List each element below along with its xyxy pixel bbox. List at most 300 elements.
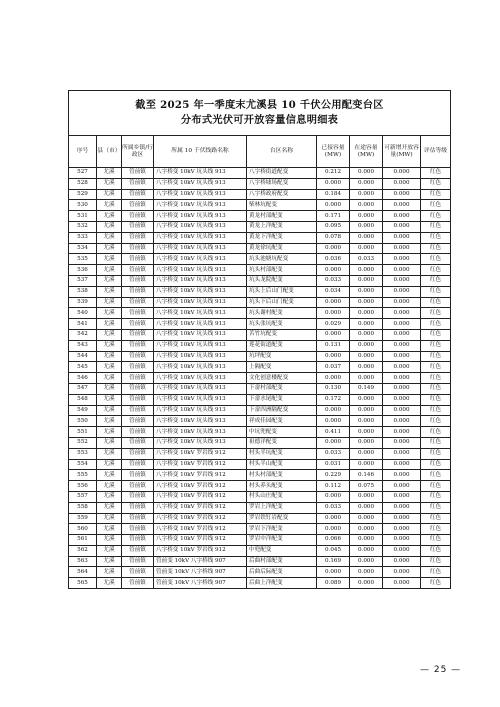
header-area: 台区名称: [247, 136, 317, 168]
table-row: [69, 459, 451, 470]
cell-grade: 红色: [421, 232, 451, 243]
cell-line: 八字桥变 10kV 坑头线 913: [154, 308, 247, 319]
cell-seq: 552: [69, 437, 97, 448]
cell-openable: 0.000: [383, 373, 421, 384]
table-body: [69, 168, 451, 589]
cell-area: 黄龙村部配变: [247, 211, 317, 222]
cell-grade: 红色: [421, 535, 451, 546]
cell-line: 八字桥变 10kV 坑头线 913: [154, 329, 247, 340]
cell-town: 管前镇: [122, 200, 154, 211]
cell-pending: 0.000: [350, 373, 383, 384]
cell-town: 管前镇: [122, 383, 154, 394]
cell-openable: 0.000: [383, 232, 421, 243]
cell-line: 八字桥变 10kV 坑头线 913: [154, 383, 247, 394]
cell-area: 村头半山配变: [247, 459, 317, 470]
cell-grade: 红色: [421, 470, 451, 481]
table-row: [69, 319, 451, 330]
cell-pending: 0.000: [350, 502, 383, 513]
cell-county: 尤溪: [97, 448, 122, 459]
cell-seq: 564: [69, 567, 97, 578]
table-row: [69, 524, 451, 535]
detail-sheet: [68, 90, 450, 589]
cell-line: 八字桥变 10kV 坑头线 913: [154, 168, 247, 179]
cell-area: 中兜配变: [247, 545, 317, 556]
cell-grade: 红色: [421, 578, 451, 589]
cell-line: 八字桥变 10kV 坑头线 913: [154, 297, 247, 308]
cell-line: 八字桥变 10kV 坑头线 913: [154, 362, 247, 373]
cell-connected: 0.036: [317, 254, 350, 265]
cell-town: 管前镇: [122, 491, 154, 502]
cell-county: 尤溪: [97, 502, 122, 513]
cell-county: 尤溪: [97, 189, 122, 200]
cell-line: 八字桥变 10kV 坑头线 913: [154, 265, 247, 276]
cell-town: 管前镇: [122, 351, 154, 362]
cell-openable: 0.000: [383, 286, 421, 297]
cell-seq: 539: [69, 297, 97, 308]
cell-town: 管前镇: [122, 308, 154, 319]
cell-town: 管前镇: [122, 189, 154, 200]
cell-line: 八字桥变 10kV 坑头线 913: [154, 416, 247, 427]
cell-county: 尤溪: [97, 373, 122, 384]
cell-connected: 0.000: [317, 329, 350, 340]
cell-pending: 0.000: [350, 491, 383, 502]
cell-line: 八字桥变 10kV 罗岩线 912: [154, 502, 247, 513]
cell-seq: 533: [69, 232, 97, 243]
cell-seq: 537: [69, 275, 97, 286]
cell-grade: 红色: [421, 189, 451, 200]
cell-seq: 534: [69, 243, 97, 254]
table-row: [69, 470, 451, 481]
cell-seq: 549: [69, 405, 97, 416]
cell-county: 尤溪: [97, 405, 122, 416]
header-line: 所属 10 千伏线路名称: [154, 136, 247, 168]
cell-line: 八字桥变 10kV 坑头线 913: [154, 275, 247, 286]
cell-connected: 0.000: [317, 373, 350, 384]
header-connected: 已接容量(MW): [317, 136, 350, 168]
cell-openable: 0.000: [383, 394, 421, 405]
cell-connected: 0.000: [317, 513, 350, 524]
cell-pending: 0.000: [350, 168, 383, 179]
cell-pending: 0.033: [350, 254, 383, 265]
cell-town: 管前镇: [122, 502, 154, 513]
cell-grade: 红色: [421, 383, 451, 394]
cell-county: 尤溪: [97, 383, 122, 394]
cell-seq: 545: [69, 362, 97, 373]
cell-connected: 0.130: [317, 383, 350, 394]
cell-town: 管前镇: [122, 437, 154, 448]
cell-pending: 0.000: [350, 567, 383, 578]
cell-line: 管前变 10kV 八字桥线 907: [154, 567, 247, 578]
cell-seq: 542: [69, 329, 97, 340]
cell-connected: 0.000: [317, 243, 350, 254]
table-row: [69, 481, 451, 492]
cell-openable: 0.000: [383, 524, 421, 535]
cell-area: 罗岩铁钉岩配变: [247, 513, 317, 524]
cell-county: 尤溪: [97, 200, 122, 211]
cell-county: 尤溪: [97, 491, 122, 502]
cell-area: 后曲后际配变: [247, 567, 317, 578]
cell-line: 八字桥变 10kV 坑头线 913: [154, 178, 247, 189]
table-row: [69, 502, 451, 513]
cell-openable: 0.000: [383, 416, 421, 427]
cell-area: 下畲村部配变: [247, 383, 317, 394]
cell-connected: 0.089: [317, 578, 350, 589]
cell-grade: 红色: [421, 394, 451, 405]
cell-county: 尤溪: [97, 513, 122, 524]
cell-area: 祥成佳园配变: [247, 416, 317, 427]
cell-seq: 554: [69, 459, 97, 470]
table-row: [69, 189, 451, 200]
header-seq: 序号: [69, 136, 97, 168]
cell-area: 黄龙下洋配变: [247, 232, 317, 243]
cell-openable: 0.000: [383, 491, 421, 502]
cell-area: 八字桥墟场配变: [247, 178, 317, 189]
cell-seq: 529: [69, 189, 97, 200]
cell-pending: 0.000: [350, 405, 383, 416]
cell-pending: 0.000: [350, 275, 383, 286]
cell-area: 下畲水尾配变: [247, 394, 317, 405]
cell-connected: 0.000: [317, 200, 350, 211]
cell-area: 罗岩中洋配变: [247, 535, 317, 546]
header-openable: 可新增开放容量(MW): [383, 136, 421, 168]
table-row: [69, 275, 451, 286]
cell-grade: 红色: [421, 178, 451, 189]
cell-connected: 0.066: [317, 535, 350, 546]
cell-line: 八字桥变 10kV 坑头线 913: [154, 427, 247, 438]
cell-line: 八字桥变 10kV 坑头线 913: [154, 319, 247, 330]
cell-pending: 0.000: [350, 308, 383, 319]
cell-county: 尤溪: [97, 535, 122, 546]
cell-area: 黄龙上洋配变: [247, 221, 317, 232]
cell-connected: 0.184: [317, 189, 350, 200]
cell-grade: 红色: [421, 275, 451, 286]
cell-pending: 0.075: [350, 481, 383, 492]
cell-seq: 563: [69, 556, 97, 567]
cell-town: 管前镇: [122, 524, 154, 535]
table-row: [69, 448, 451, 459]
cell-seq: 530: [69, 200, 97, 211]
cell-grade: 红色: [421, 362, 451, 373]
cell-town: 管前镇: [122, 394, 154, 405]
cell-pending: 0.000: [350, 351, 383, 362]
cell-openable: 0.000: [383, 459, 421, 470]
cell-seq: 551: [69, 427, 97, 438]
cell-grade: 红色: [421, 329, 451, 340]
cell-seq: 544: [69, 351, 97, 362]
cell-grade: 红色: [421, 340, 451, 351]
cell-line: 八字桥变 10kV 坑头线 913: [154, 394, 247, 405]
cell-town: 管前镇: [122, 545, 154, 556]
cell-seq: 561: [69, 535, 97, 546]
table-row: [69, 168, 451, 179]
cell-area: 村头山庄配变: [247, 491, 317, 502]
cell-grade: 红色: [421, 427, 451, 438]
cell-line: 八字桥变 10kV 罗岩线 912: [154, 448, 247, 459]
cell-openable: 0.000: [383, 567, 421, 578]
table-row: [69, 340, 451, 351]
cell-grade: 红色: [421, 545, 451, 556]
cell-county: 尤溪: [97, 265, 122, 276]
cell-connected: 0.037: [317, 362, 350, 373]
cell-seq: 536: [69, 265, 97, 276]
table-row: [69, 578, 451, 589]
cell-openable: 0.000: [383, 448, 421, 459]
table-row: [69, 567, 451, 578]
table-row: [69, 427, 451, 438]
cell-connected: 0.029: [317, 319, 350, 330]
cell-county: 尤溪: [97, 308, 122, 319]
cell-area: 罗岩下洋配变: [247, 524, 317, 535]
cell-openable: 0.000: [383, 362, 421, 373]
cell-town: 管前镇: [122, 362, 154, 373]
cell-openable: 0.000: [383, 178, 421, 189]
cell-grade: 红色: [421, 319, 451, 330]
cell-grade: 红色: [421, 567, 451, 578]
cell-county: 尤溪: [97, 545, 122, 556]
cell-connected: 0.212: [317, 168, 350, 179]
cell-connected: 0.000: [317, 491, 350, 502]
cell-area: 祖德洋配变: [247, 437, 317, 448]
cell-pending: 0.000: [350, 448, 383, 459]
cell-grade: 红色: [421, 351, 451, 362]
cell-pending: 0.000: [350, 319, 383, 330]
cell-grade: 红色: [421, 524, 451, 535]
cell-area: 八字桥街道配变: [247, 168, 317, 179]
cell-grade: 红色: [421, 448, 451, 459]
cell-town: 管前镇: [122, 265, 154, 276]
cell-area: 坑头村部配变: [247, 265, 317, 276]
cell-pending: 0.146: [350, 470, 383, 481]
cell-town: 管前镇: [122, 567, 154, 578]
cell-town: 管前镇: [122, 405, 154, 416]
cell-area: 村头村部配变: [247, 470, 317, 481]
cell-connected: 0.000: [317, 416, 350, 427]
cell-connected: 0.171: [317, 211, 350, 222]
cell-pending: 0.000: [350, 459, 383, 470]
table-row: [69, 232, 451, 243]
cell-grade: 红色: [421, 254, 451, 265]
cell-openable: 0.000: [383, 545, 421, 556]
cell-pending: 0.000: [350, 535, 383, 546]
cell-area: 中坑兜配变: [247, 427, 317, 438]
cell-county: 尤溪: [97, 211, 122, 222]
table-row: [69, 535, 451, 546]
header-row: [69, 136, 451, 168]
cell-grade: 红色: [421, 308, 451, 319]
cell-county: 尤溪: [97, 416, 122, 427]
cell-grade: 红色: [421, 265, 451, 276]
cell-grade: 红色: [421, 481, 451, 492]
table-row: [69, 491, 451, 502]
cell-seq: 560: [69, 524, 97, 535]
cell-town: 管前镇: [122, 448, 154, 459]
cell-county: 尤溪: [97, 340, 122, 351]
table-row: [69, 373, 451, 384]
cell-line: 八字桥变 10kV 坑头线 913: [154, 232, 247, 243]
cell-town: 管前镇: [122, 470, 154, 481]
cell-grade: 红色: [421, 405, 451, 416]
cell-openable: 0.000: [383, 502, 421, 513]
cell-connected: 0.000: [317, 297, 350, 308]
cell-county: 尤溪: [97, 578, 122, 589]
cell-connected: 0.000: [317, 178, 350, 189]
cell-town: 管前镇: [122, 221, 154, 232]
cell-town: 管前镇: [122, 416, 154, 427]
title-line-2: 分布式光伏可开放容量信息明细表: [180, 114, 339, 126]
cell-connected: 0.033: [317, 275, 350, 286]
cell-county: 尤溪: [97, 221, 122, 232]
cell-openable: 0.000: [383, 200, 421, 211]
cell-openable: 0.000: [383, 265, 421, 276]
cell-line: 八字桥变 10kV 坑头线 913: [154, 211, 247, 222]
cell-grade: 红色: [421, 491, 451, 502]
table-row: [69, 545, 451, 556]
cell-openable: 0.000: [383, 308, 421, 319]
cell-line: 八字桥变 10kV 罗岩线 912: [154, 481, 247, 492]
cell-line: 八字桥变 10kV 坑头线 913: [154, 405, 247, 416]
cell-seq: 532: [69, 221, 97, 232]
cell-openable: 0.000: [383, 254, 421, 265]
cell-county: 尤溪: [97, 459, 122, 470]
table-row: [69, 308, 451, 319]
cell-pending: 0.000: [350, 189, 383, 200]
cell-area: 下畲四洲隔配变: [247, 405, 317, 416]
cell-county: 尤溪: [97, 254, 122, 265]
cell-pending: 0.000: [350, 394, 383, 405]
cell-seq: 562: [69, 545, 97, 556]
header-pending: 在途容量(MW): [350, 136, 383, 168]
cell-county: 尤溪: [97, 329, 122, 340]
cell-area: 后曲村部配变: [247, 556, 317, 567]
cell-county: 尤溪: [97, 481, 122, 492]
cell-pending: 0.000: [350, 297, 383, 308]
cell-line: 八字桥变 10kV 坑头线 913: [154, 243, 247, 254]
table-row: [69, 297, 451, 308]
cell-grade: 红色: [421, 211, 451, 222]
cell-line: 八字桥变 10kV 罗岩线 912: [154, 535, 247, 546]
cell-connected: 0.000: [317, 308, 350, 319]
table-row: [69, 178, 451, 189]
cell-connected: 0.112: [317, 481, 350, 492]
cell-seq: 565: [69, 578, 97, 589]
table-row: [69, 362, 451, 373]
cell-pending: 0.000: [350, 578, 383, 589]
cell-connected: 0.000: [317, 405, 350, 416]
cell-connected: 0.411: [317, 427, 350, 438]
cell-area: 坑头谢村配变: [247, 308, 317, 319]
cell-seq: 528: [69, 178, 97, 189]
cell-town: 管前镇: [122, 319, 154, 330]
cell-connected: 0.000: [317, 265, 350, 276]
cell-connected: 0.000: [317, 567, 350, 578]
cell-line: 管前变 10kV 八字桥线 907: [154, 556, 247, 567]
cell-area: 文化创意楼配变: [247, 373, 317, 384]
cell-seq: 540: [69, 308, 97, 319]
cell-openable: 0.000: [383, 437, 421, 448]
cell-grade: 红色: [421, 556, 451, 567]
cell-town: 管前镇: [122, 168, 154, 179]
cell-connected: 0.031: [317, 459, 350, 470]
cell-line: 八字桥变 10kV 罗岩线 912: [154, 545, 247, 556]
cell-county: 尤溪: [97, 362, 122, 373]
cell-line: 八字桥变 10kV 罗岩线 912: [154, 470, 247, 481]
cell-pending: 0.149: [350, 383, 383, 394]
cell-town: 管前镇: [122, 211, 154, 222]
cell-pending: 0.000: [350, 178, 383, 189]
table-row: [69, 556, 451, 567]
cell-seq: 557: [69, 491, 97, 502]
cell-line: 八字桥变 10kV 罗岩线 912: [154, 524, 247, 535]
cell-pending: 0.000: [350, 513, 383, 524]
cell-area: 八字桥政府配变: [247, 189, 317, 200]
cell-town: 管前镇: [122, 481, 154, 492]
page-number: — 25 —: [420, 665, 462, 675]
cell-county: 尤溪: [97, 275, 122, 286]
cell-county: 尤溪: [97, 437, 122, 448]
cell-seq: 547: [69, 383, 97, 394]
cell-openable: 0.000: [383, 427, 421, 438]
cell-openable: 0.000: [383, 405, 421, 416]
cell-openable: 0.000: [383, 243, 421, 254]
cell-area: 坑头上后山门配变: [247, 286, 317, 297]
cell-openable: 0.000: [383, 297, 421, 308]
cell-area: 坑坪配变: [247, 351, 317, 362]
cell-area: 莲花街道配变: [247, 340, 317, 351]
cell-town: 管前镇: [122, 427, 154, 438]
cell-openable: 0.000: [383, 470, 421, 481]
cell-openable: 0.000: [383, 275, 421, 286]
cell-grade: 红色: [421, 168, 451, 179]
cell-county: 尤溪: [97, 351, 122, 362]
table-row: [69, 351, 451, 362]
cell-county: 尤溪: [97, 232, 122, 243]
cell-openable: 0.000: [383, 383, 421, 394]
cell-town: 管前镇: [122, 340, 154, 351]
cell-grade: 红色: [421, 200, 451, 211]
cell-connected: 0.095: [317, 221, 350, 232]
cell-seq: 543: [69, 340, 97, 351]
cell-county: 尤溪: [97, 319, 122, 330]
table-row: [69, 221, 451, 232]
cell-town: 管前镇: [122, 178, 154, 189]
cell-seq: 556: [69, 481, 97, 492]
cell-openable: 0.000: [383, 578, 421, 589]
cell-seq: 548: [69, 394, 97, 405]
cell-town: 管前镇: [122, 297, 154, 308]
cell-county: 尤溪: [97, 394, 122, 405]
table-row: [69, 286, 451, 297]
cell-pending: 0.000: [350, 232, 383, 243]
cell-connected: 0.169: [317, 556, 350, 567]
cell-grade: 红色: [421, 243, 451, 254]
cell-seq: 546: [69, 373, 97, 384]
cell-seq: 550: [69, 416, 97, 427]
cell-connected: 0.229: [317, 470, 350, 481]
cell-county: 尤溪: [97, 470, 122, 481]
table-row: [69, 513, 451, 524]
cell-town: 管前镇: [122, 275, 154, 286]
table-row: [69, 265, 451, 276]
cell-area: 坑头池塘坑配变: [247, 254, 317, 265]
cell-seq: 535: [69, 254, 97, 265]
cell-grade: 红色: [421, 373, 451, 384]
table-row: [69, 243, 451, 254]
cell-line: 八字桥变 10kV 坑头线 913: [154, 200, 247, 211]
cell-grade: 红色: [421, 297, 451, 308]
cell-grade: 红色: [421, 513, 451, 524]
cell-pending: 0.000: [350, 437, 383, 448]
cell-grade: 红色: [421, 459, 451, 470]
